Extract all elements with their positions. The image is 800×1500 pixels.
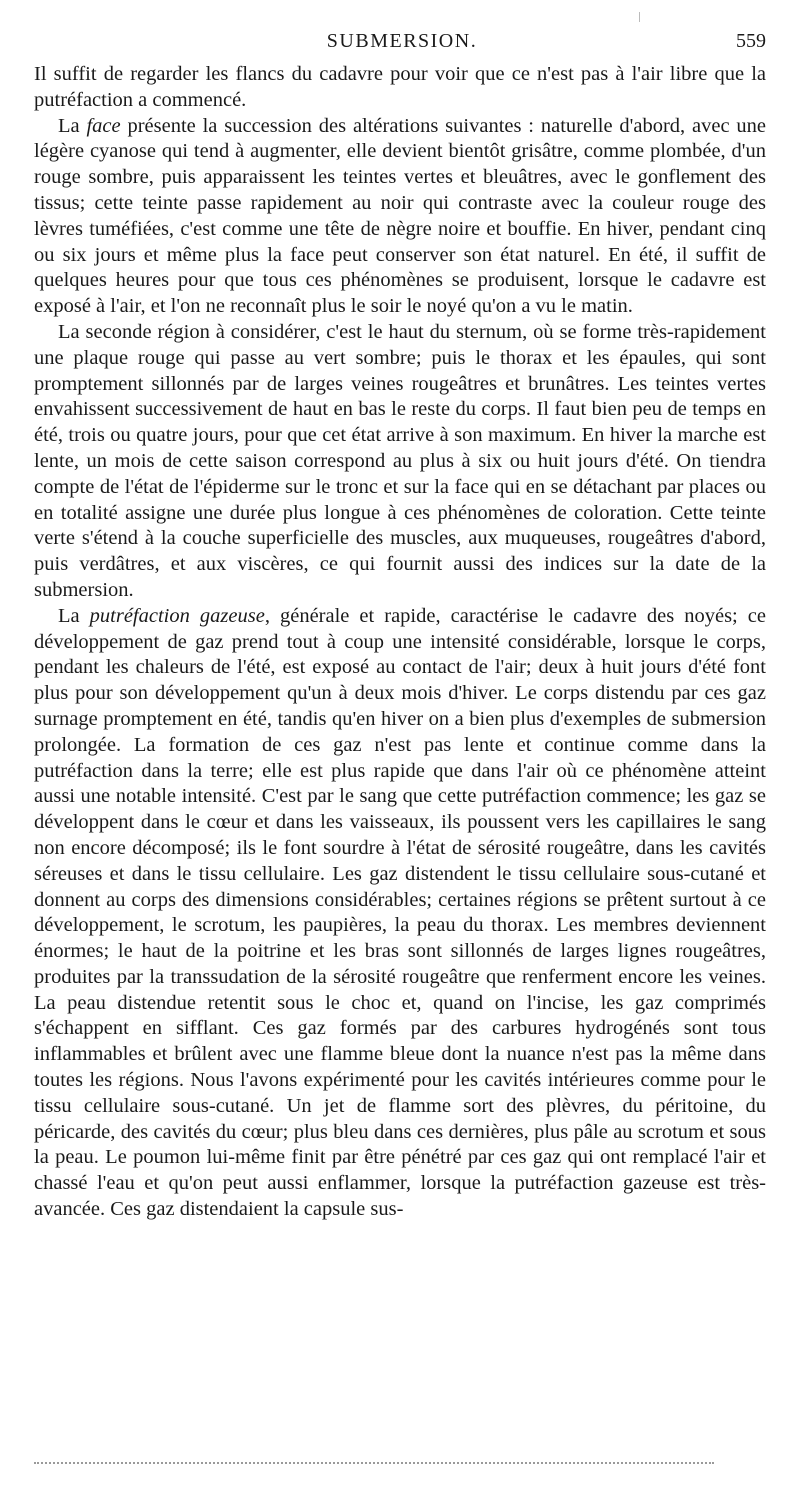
footer-rule — [34, 1462, 714, 1464]
paragraph-2-text: présente la succession des altérations suivantes : naturelle d'abord, avec une légère cyanose qui tend à augmenter, elle devient bientôt grisâtre, comme plombée, d'un rouge sombre, puis apparaissent les teintes vertes et bleuâtres, avec le gonflement des tissus; cette teinte passe rapidement au noir qui contraste avec la couleur rouge des lèvres tuméfiées, c'est comme une tête de nègre noire et bouffie. En hiver, pendant cinq ou six jours et même plus la face peut conserver son état naturel. En été, il suffit de quelques heures pour que tous ces phénomènes se produisent, lorsque le cadavre est exposé à l'air, et l'on ne reconnaît plus le soir le noyé qu'on a vu le matin. — [34, 114, 766, 318]
scan-speck — [639, 12, 640, 22]
paragraph-2-italic-term: face — [86, 114, 121, 137]
body-text — [34, 62, 766, 1223]
running-head — [34, 28, 770, 54]
paragraph-2-lead: La — [58, 114, 87, 137]
paragraph-4-italic-term: putréfaction gazeuse — [89, 604, 265, 627]
page-number: 559 — [736, 30, 766, 52]
running-title: SUBMERSION. — [326, 30, 478, 52]
paragraph-4 — [34, 604, 766, 1223]
paragraph-2 — [34, 114, 766, 320]
paragraph-4-lead: La — [58, 604, 90, 627]
paragraph-1-text: Il suffit de regarder les flancs du cadavre pour voir que ce n'est pas à l'air libre que la putréfaction a commencé. — [34, 63, 766, 111]
paragraph-1 — [34, 62, 766, 114]
paragraph-4-text: , générale et rapide, caractérise le cadavre des noyés; ce développement de gaz prend tout à coup une intensité considérable, lorsque le corps, pendant les chaleurs de l'été, est exposé au contact de l'air; deux à huit jours d'été font plus pour son développement qu'un à deux mois d'hiver. Le corps distendu par ces gaz surnage promptement en été, tandis qu'en hiver on a bien plus d'exemples de submersion prolongée. La formation de ces gaz n'est pas lente et continue comme dans la putréfaction dans la terre; elle est plus rapide que dans l'air où ce phénomène atteint aussi une notable intensité. C'est par le sang que cette putréfaction commence; les gaz se développent dans le cœur et dans les vaisseaux, ils poussent vers les capillaires le sang non encore décomposé; ils le font sourdre à l'état de sérosité rougeâtre, dans les cavités séreuses et dans le tissu cellulaire. Les gaz distendent le tissu cellulaire sous-cutané et donnent au corps des dimensions considérables; certaines régions se prêtent surtout à ce développement, le scrotum, les paupières, la peau du thorax. Les membres deviennent énormes; le haut de la poitrine et les bras sont sillonnés de larges lignes rougeâtres, produites par la transsudation de la sérosité rougeâtre que renferment encore les veines. La peau distendue retentit sous le choc et, quand on l'incise, les gaz comprimés s'échappent en sifflant. Ces gaz formés par des carbures hydrogénés sont tous inflammables et brûlent avec une flamme bleue dont la nuance n'est pas la même dans toutes les régions. Nous l'avons expérimenté pour les cavités intérieures comme pour le tissu cellulaire sous-cutané. Un jet de flamme sort des plèvres, du péritoine, du péricarde, des cavités du cœur; plus bleu dans ces dernières, plus pâle au scrotum et sous la peau. Le poumon lui-même finit par être pénétré par ces gaz qui ont remplacé l'air et chassé l'eau et qu'on peut aussi enflammer, lorsque la putréfaction gazeuse est très-avancée. Ces gaz distendaient la capsule sus- — [34, 604, 766, 1221]
paragraph-3 — [34, 320, 766, 604]
paragraph-3-text: La seconde région à considérer, c'est le haut du sternum, où se forme très-rapidement une plaque rouge qui passe au vert sombre; puis le thorax et les épaules, qui sont promptement sillonnés par de larges veines rougeâtres et brunâtres. Les teintes vertes envahissent successivement de haut en bas le reste du corps. Il faut bien peu de temps en été, trois ou quatre jours, pour que cet état arrive à son maximum. En hiver la marche est lente, un mois de cette saison correspond au plus à six ou huit jours d'été. On tiendra compte de l'état de l'épiderme sur le tronc et sur la face qui en se détachant par places ou en totalité assigne une durée plus longue à ces phénomènes de coloration. Cette teinte verte s'étend à la couche superficielle des muscles, aux muqueuses, rougeâtres d'abord, puis verdâtres, et aux viscères, ce qui fournit aussi des indices sur la date de la submersion. — [34, 320, 766, 601]
